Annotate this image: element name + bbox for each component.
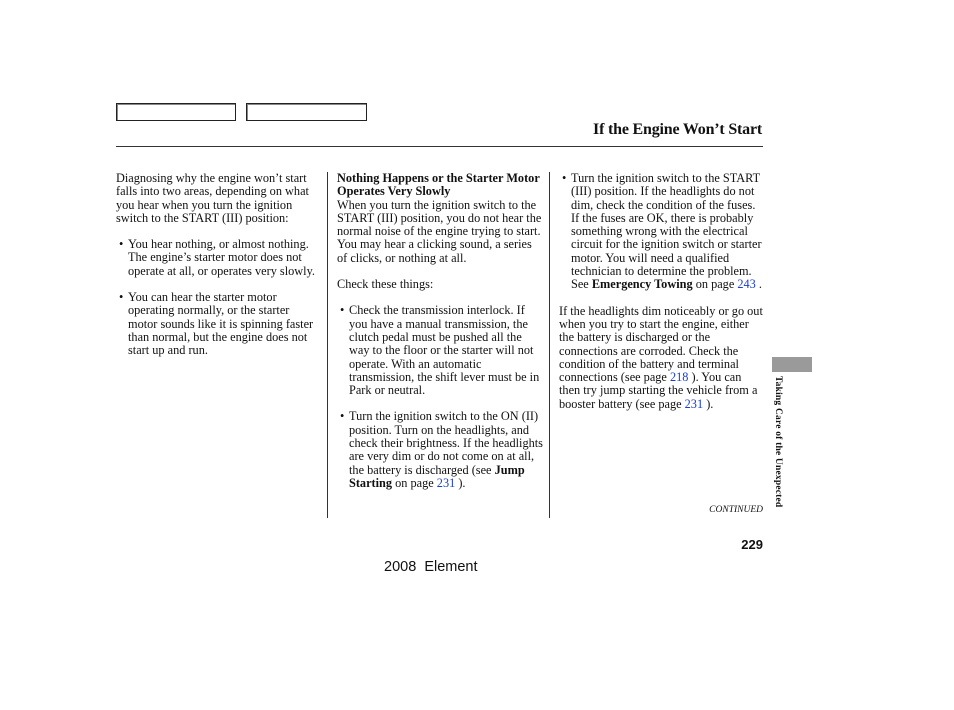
column-3 [559,172,763,411]
bullet-item [559,172,763,292]
section-heading: Nothing Happens or the Starter Motor Operates Very Slowly [337,171,540,199]
bullet-item: • Check the transmission interlock. If you have a manual transmission, the clutch pedal must be pushed all the way to the floor or the starter will not operate. With an automatic transmission, the shift lever must be in Park or neutral. [337,304,543,397]
page-number: 229 [741,537,763,552]
column-divider [327,172,328,518]
section-intro: When you turn the ignition switch to the START (III) position, you do not hear the normal noise of the engine trying to start. You may hear a clicking sound, a series of clicks, or nothing at all. [337,197,542,265]
page-link[interactable]: 243 [737,277,756,292]
section-label: Taking Care of the Unexpected [773,376,783,508]
bullet-item: • You can hear the starter motor operating normally, or the starter motor sounds like it is spinning faster than normal, but the engine does not start up and run. [116,291,318,357]
closing-text: . [758,277,762,292]
page-link[interactable]: 218 [669,370,689,385]
nav-button-previous[interactable] [116,103,236,121]
reference-title: Emergency Towing [591,277,693,292]
page-link[interactable]: 231 [684,396,704,411]
bullet-text: Turn the ignition switch to the START (III) position. If the headlights do not dim, check the condition of the fuses. If the fuses are OK, there is probably something wrong with the electrical circuit for the ignition switch or starter motor. You will need a qualified technician to determine the problem. See [571,171,762,292]
column-2 [337,172,543,490]
closing-text: ). [706,396,714,411]
bullet-item: • You hear nothing, or almost nothing. The engine’s starter motor does not operate at all, or operates very slowly. [116,238,318,278]
bullet-item [337,410,543,490]
on-page-text: on page [395,475,434,490]
section-tab[interactable] [772,357,812,372]
page-title: If the Engine Won’t Start [593,121,762,138]
column-divider [549,172,550,518]
check-label: Check these things: [337,277,434,292]
on-page-text: on page [695,277,735,292]
title-divider [116,146,763,147]
bullet-text: Turn the ignition switch to the ON (II) position. Turn on the headlights, and check their brightness. If the headlights are very dim or do not come on at all, the battery is discharged (see [349,409,543,477]
closing-text: ). [458,475,466,490]
continued-label: CONTINUED [709,505,763,515]
paragraph-text: If the headlights dim noticeably or go out when you try to start the engine, either the battery is discharged or the connections are corroded. Check the condition of the battery and terminal connections (see page [559,303,763,385]
reference-title: Jump Starting [349,462,525,490]
column-1 [116,172,318,358]
page-link[interactable]: 231 [436,475,456,490]
nav-button-next[interactable] [246,103,367,121]
footer-title: 2008 Element [384,559,478,575]
intro-paragraph: Diagnosing why the engine won’t start falls into two areas, depending on what you hear when you turn the ignition switch to the START (III) position: [116,171,309,225]
paragraph [559,305,763,411]
paragraph-text: ). You can then try jump starting the vehicle from a booster battery (see page [559,370,758,411]
